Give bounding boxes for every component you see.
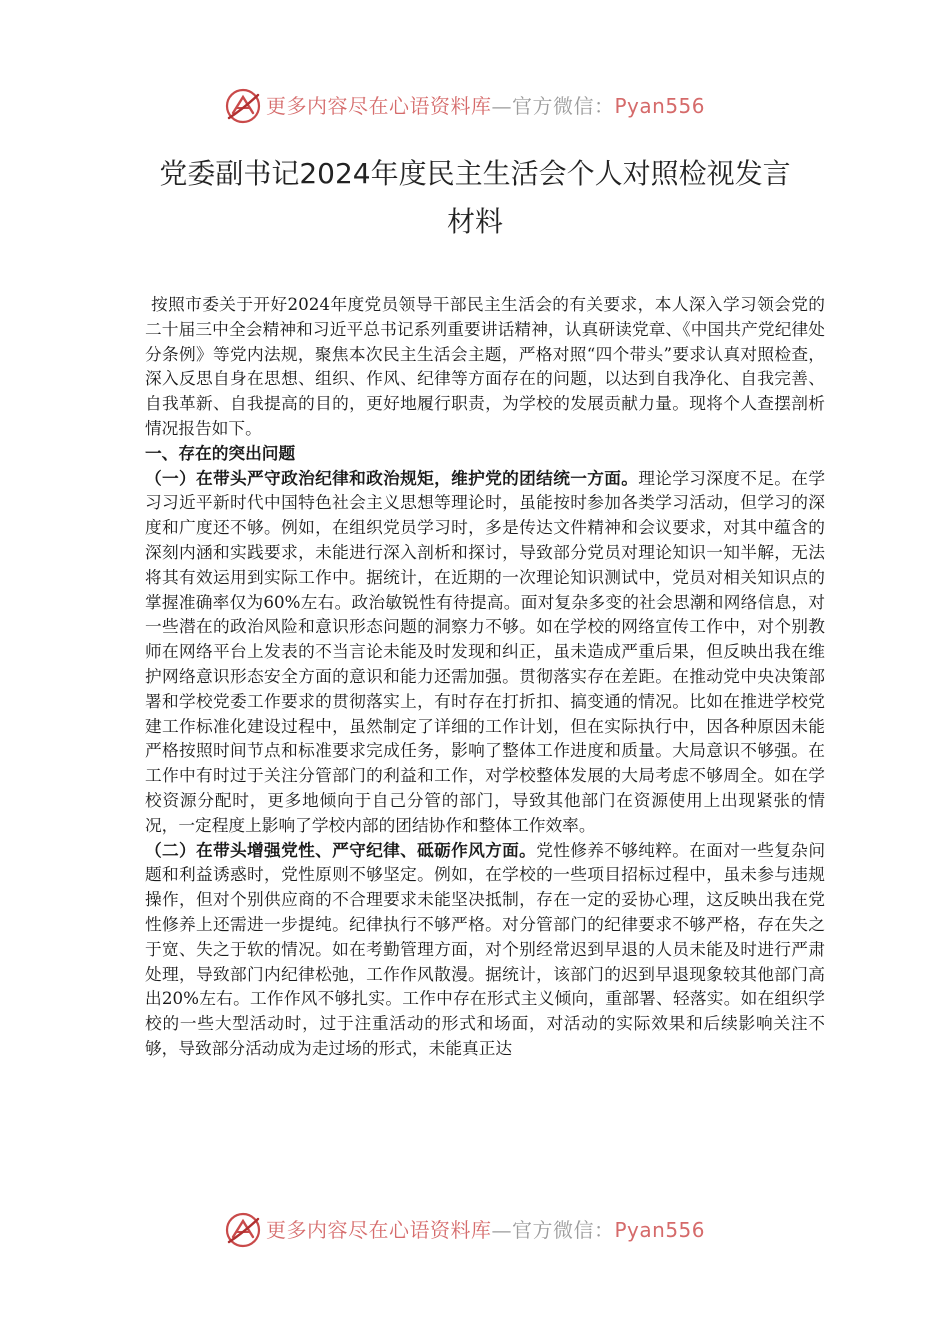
subsection-1 <box>145 466 825 838</box>
banner-wechat-id: Pyan556 <box>614 94 706 118</box>
document-title <box>100 150 850 246</box>
subsection-2 <box>145 838 825 1061</box>
banner-label: 官方微信： <box>512 94 615 118</box>
section-heading: 一、存在的突出问题 <box>145 442 296 463</box>
banner-wechat-id: Pyan556 <box>614 1218 706 1242</box>
subsection-2-text: 党性修养不够纯粹。在面对一些复杂问题和利益诱惑时，党性原则不够坚定。例如，在学校的一些项目招标过程中，虽未参与违规操作，但对个别供应商的不合理要求未能坚决抵制，存在一定的妥协心理，这反映出我在党性修养上还需进一步提纯。纪律执行不够严格。对分管部门的纪律要求不够严格，存在失之于宽、失之于软的情况。如在考勤管理方面，对个别经常迟到早退的人员未能及时进行严肃处理，导致部门内纪律松弛，工作作风散漫。据统计，该部门的迟到早退现象较其他部门高出20%左右。工作作风不够扎实。工作中存在形式主义倾向，重部署、轻落实。如在组织学校的一些大型活动时，过于注重活动的形式和场面，对活动的实际效果和后续影响关注不够，导致部分活动成为走过场的形式，未能真正达 <box>145 839 826 1058</box>
banner-text <box>266 1217 705 1243</box>
brand-logo-icon <box>224 87 262 125</box>
title-line-1: 党委副书记2024年度民主生活会个人对照检视发言 <box>159 157 791 190</box>
banner-separator: — <box>491 1218 512 1242</box>
header-watermark-banner <box>0 86 950 126</box>
document-body <box>145 292 825 1061</box>
footer-watermark-banner <box>0 1210 950 1250</box>
subsection-1-text: 理论学习深度不足。在学习习近平新时代中国特色社会主义思想等理论时，虽能按时参加各类学习活动，但学习的深度和广度还不够。例如，在组织党员学习时，多是传达文件精神和会议要求，对其中蕴含的深刻内涵和实践要求，未能进行深入剖析和探讨，导致部分党员对理论知识一知半解，无法将其有效运用到实际工作中。据统计，在近期的一次理论知识测试中，党员对相关知识点的掌握准确率仅为60%左右。政治敏锐性有待提高。面对复杂多变的社会思潮和网络信息，对一些潜在的政治风险和意识形态问题的洞察力不够。如在学校的网络宣传工作中，对个别教师在网络平台上发表的不当言论未能及时发现和纠正，虽未造成严重后果，但反映出我在维护网络意识形态安全方面的意识和能力还需加强。贯彻落实存在差距。在推动党中央决策部署和学校党委工作要求的贯彻落实上，有时存在打折扣、搞变通的情况。比如在推进学校党建工作标准化建设过程中，虽然制定了详细的工作计划，但在实际执行中，因各种原因未能严格按照时间节点和标准要求完成任务，影响了整体工作进度和质量。大局意识不够强。在工作中有时过于关注分管部门的利益和工作，对学校整体发展的大局考虑不够周全。如在学校资源分配时，更多地倾向于自己分管的部门，导致其他部门在资源使用上出现紧张的情况，一定程度上影响了学校内部的团结协作和整体工作效率。 <box>145 467 826 835</box>
banner-slogan: 更多内容尽在心语资料库 <box>266 94 492 118</box>
intro-paragraph: 按照市委关于开好2024年度党员领导干部民主生活会的有关要求，本人深入学习领会党的二十届三中全会精神和习近平总书记系列重要讲话精神，认真研读党章、《中国共产党纪律处分条例》等党内法规，聚焦本次民主生活会主题，严格对照“四个带头”要求认真对照检查，深入反思自身在思想、组织、作风、纪律等方面存在的问题，以达到自我净化、自我完善、自我革新、自我提高的目的，更好地履行职责，为学校的发展贡献力量。现将个人查摆剖析情况报告如下。 <box>145 294 825 438</box>
brand-logo-icon <box>224 1211 262 1249</box>
banner-slogan: 更多内容尽在心语资料库 <box>266 1218 492 1242</box>
banner-separator: — <box>491 94 512 118</box>
banner-label: 官方微信： <box>512 1218 615 1242</box>
subsection-2-heading: （二）在带头增强党性、严守纪律、砥砺作风方面。 <box>145 839 537 860</box>
title-line-2: 材料 <box>446 205 503 238</box>
banner-text <box>266 93 705 119</box>
subsection-1-heading: （一）在带头严守政治纪律和政治规矩，维护党的团结统一方面。 <box>145 467 639 488</box>
